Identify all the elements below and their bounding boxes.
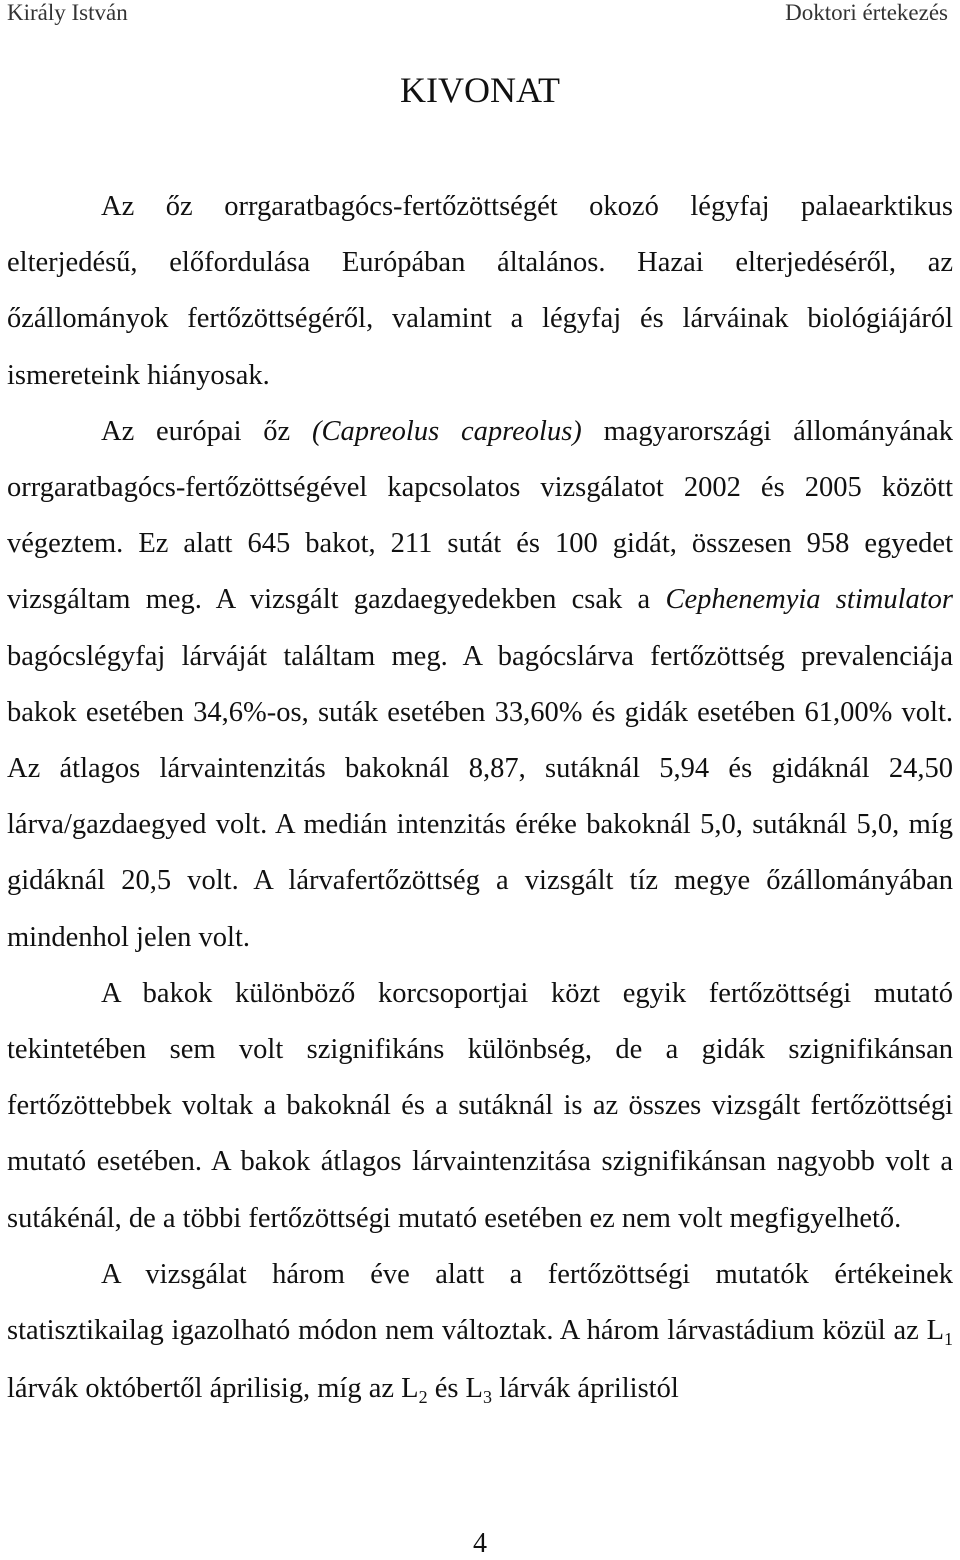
- body-text: [7, 179, 953, 1419]
- running-header: [0, 0, 960, 26]
- paragraph-1: Az őz orrgaratbagócs-fertőzöttségét okozó légyfaj palaearktikus elterjedésű, előfordulása Európában általános. Hazai elterjedéséről, az őzállományok fertőzöttségéről, valamint a légyfaj és lárváinak biológiájáról ismereteink hiányosak.: [7, 191, 953, 391]
- paragraph-4-text-d: lárvák áprilistól: [491, 1373, 679, 1405]
- header-author: Király István: [7, 0, 128, 25]
- subscript-3: 3: [482, 1387, 492, 1408]
- paragraph-2: [7, 404, 953, 966]
- paragraph-4: [7, 1247, 953, 1420]
- paragraph-4-text-b: lárvák októbertől áprilisig, míg az L: [7, 1373, 419, 1405]
- paragraph-2-text-c: bagócslégyfaj lárváját találtam meg. A bagócslárva fertőzöttség prevalenciája bakok esetében 34,6%-os, suták esetében 33,60% és gidák esetében 61,00% volt. Az átlagos lárvaintenzitás bakoknál 8,87, sutáknál 5,94 és gidáknál 24,50 lárva/gazdaegyed volt. A medián intenzitás éréke bakoknál 5,0, sutáknál 5,0, míg gidáknál 20,5 volt. A lárvafertőzöttség a vizsgált tíz megye őzállományában mindenhol jelen volt.: [7, 640, 953, 953]
- page-number: 4: [473, 1528, 487, 1559]
- paragraph-2-text-a: Az európai őz: [101, 415, 312, 447]
- paragraph-3: A bakok különböző korcsoportjai közt egyik fertőzöttségi mutató tekintetében sem volt szignifikáns különbség, de a gidák szignifikánsan fertőzöttebbek voltak a bakoknál és a sutáknál is az összes vizsgált fertőzöttségi mutató esetében. A bakok átlagos lárvaintenzitása szignifikánsan nagyobb volt a sutákénál, de a többi fertőzöttségi mutató esetében ez nem volt megfigyelhető.: [7, 977, 953, 1234]
- paragraph-2-text-b: magyarországi állományának orrgaratbagócs-fertőzöttségével kapcsolatos vizsgálatot 2002 és 2005 között végeztem. Ez alatt 645 bakot, 211 sutát és 100 gidát, összesen 958 egyedet vizsgáltam meg. A vizsgált gazdaegyedekben csak a: [7, 415, 953, 616]
- subscript-1: 1: [944, 1329, 953, 1350]
- header-doc-type: Doktori értekezés: [785, 0, 948, 25]
- fly-species-name: Cephenemyia stimulator: [665, 584, 953, 616]
- paragraph-4-text-a: A vizsgálat három éve alatt a fertőzöttségi mutatók értékeinek statisztikailag igazolható módon nem változtak. A három lárvastádium közül az L: [7, 1258, 953, 1347]
- subscript-2: 2: [418, 1387, 428, 1408]
- page-title: KIVONAT: [400, 70, 560, 110]
- paragraph-4-text-c: és L: [427, 1373, 483, 1405]
- species-name: (Capreolus capreolus): [311, 415, 582, 447]
